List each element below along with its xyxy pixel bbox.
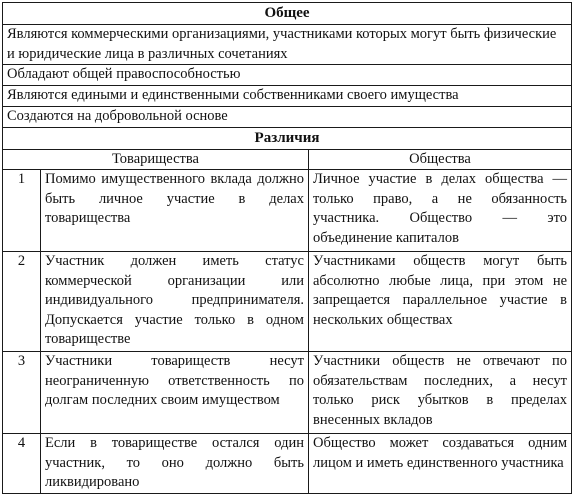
common-item-2: Обладают общей правоспособностью bbox=[3, 65, 572, 86]
column-header-partnerships: Товарищества bbox=[3, 150, 309, 170]
differences-heading: Различия bbox=[3, 128, 572, 150]
row-number: 4 bbox=[3, 434, 41, 494]
companies-cell: Участники обществ не отвечают по обязательствам последних, а несут только риск убытков в пределах внесенных вкладов bbox=[309, 352, 572, 434]
table-row bbox=[3, 352, 572, 434]
table-row bbox=[3, 434, 572, 494]
companies-cell: Личное участие в делах общества — только право, а не обязанность участника. Общество — это объединение капиталов bbox=[309, 170, 572, 252]
companies-cell: Участниками обществ могут быть абсолютно любые лица, при этом не запрещается параллельное участие в нескольких обществах bbox=[309, 252, 572, 352]
table-row bbox=[3, 252, 572, 352]
row-number: 2 bbox=[3, 252, 41, 352]
row-number: 3 bbox=[3, 352, 41, 434]
column-header-companies: Общества bbox=[309, 150, 572, 170]
companies-cell: Общество может создаваться одним лицом и иметь единственного участника bbox=[309, 434, 572, 494]
common-item-1: Являются коммерческими организациями, участниками которых могут быть физические и юридические лица в различных сочетаниях bbox=[3, 25, 572, 65]
comparison-table bbox=[2, 2, 572, 494]
common-heading: Общее bbox=[3, 3, 572, 25]
table-row bbox=[3, 170, 572, 252]
common-item-3: Являются едиными и единственными собственниками своего имущества bbox=[3, 86, 572, 107]
partnerships-cell: Помимо имущественного вклада должно быть личное участие в делах товарищества bbox=[41, 170, 309, 252]
common-item-4: Создаются на добровольной основе bbox=[3, 107, 572, 128]
partnerships-cell: Участники товариществ несут неограниченную ответственность по долгам последних своим имуществом bbox=[41, 352, 309, 434]
partnerships-cell: Если в товариществе остался один участник, то оно должно быть ликвидировано bbox=[41, 434, 309, 494]
row-number: 1 bbox=[3, 170, 41, 252]
partnerships-cell: Участник должен иметь статус коммерческой организации или индивидуального предпринимателя. Допускается участие только в одном товариществе bbox=[41, 252, 309, 352]
